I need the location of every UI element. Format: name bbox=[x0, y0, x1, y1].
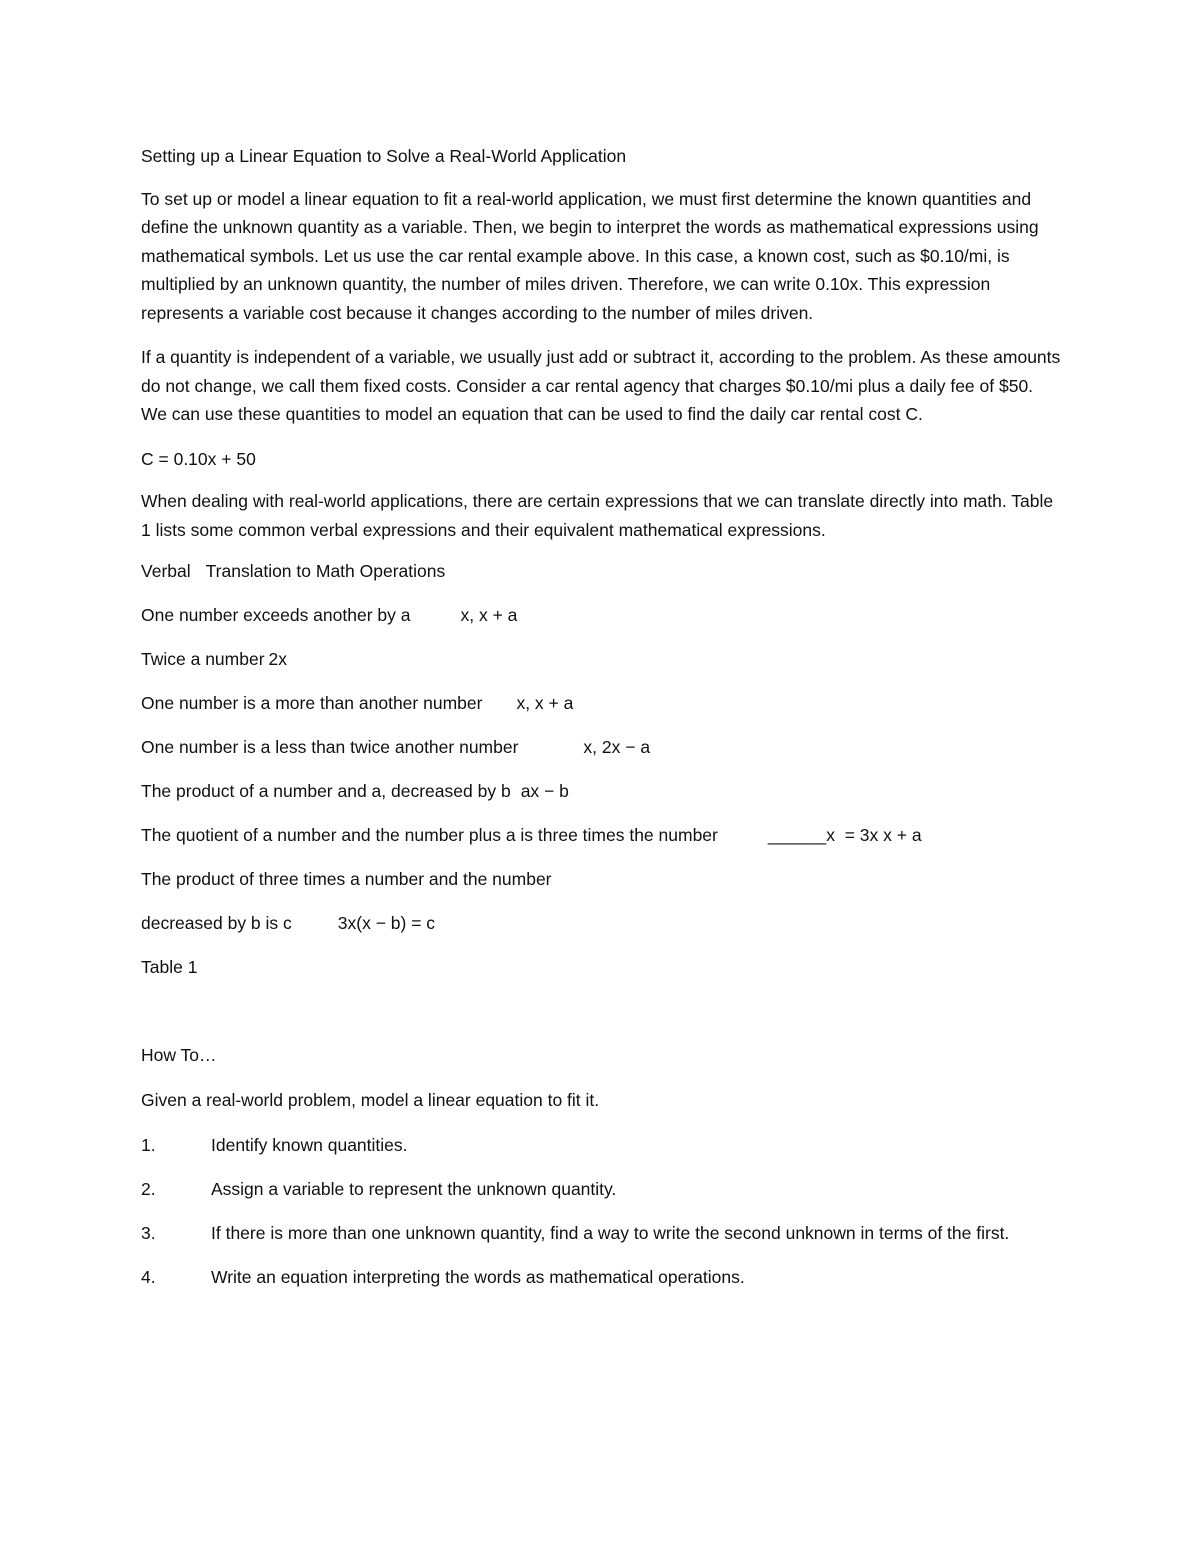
table-cell-math: x, x + a bbox=[516, 693, 574, 713]
table-cell-verbal: One number is a more than another number bbox=[141, 693, 483, 713]
list-item bbox=[141, 1131, 1061, 1159]
table-header-math: Translation to Math Operations bbox=[205, 561, 446, 581]
table-cell-math: ______x = 3x x + a bbox=[767, 825, 922, 845]
list-item-text: If there is more than one unknown quantity, find a way to write the second unknown in terms of the first. bbox=[211, 1222, 1010, 1243]
howto-heading: How To… bbox=[141, 1045, 217, 1065]
list-item-text: Identify known quantities. bbox=[211, 1134, 408, 1155]
list-item-number: 2. bbox=[141, 1178, 156, 1199]
list-item-number: 4. bbox=[141, 1266, 156, 1287]
paragraph-fixed-costs: If a quantity is independent of a variable, we usually just add or subtract it, according to the problem. As these amounts do not change, we call them fixed costs. Consider a car rental agency that charges $0.10/mi plus a daily fee of $50. We can use these quantities to model an equation that can be used to find the daily car rental cost C. bbox=[141, 347, 1061, 424]
table-header-row bbox=[141, 558, 1061, 584]
table-cell-verbal: One number is a less than twice another number bbox=[141, 737, 519, 757]
list-item-number: 3. bbox=[141, 1222, 156, 1243]
list-item-text: Assign a variable to represent the unknown quantity. bbox=[211, 1178, 617, 1199]
table-cell-math: x, 2x − a bbox=[583, 737, 651, 757]
table-row bbox=[141, 646, 1061, 672]
table-row bbox=[141, 778, 1061, 804]
table-caption: Table 1 bbox=[141, 957, 198, 977]
equation-cost: C = 0.10x + 50 bbox=[141, 448, 256, 469]
list-item-number: 1. bbox=[141, 1134, 156, 1155]
table-cell-verbal: The quotient of a number and the number plus a is three times the number bbox=[141, 825, 718, 845]
table-row bbox=[141, 690, 1061, 716]
table-cell-math: ax − b bbox=[520, 781, 569, 801]
howto-intro: Given a real-world problem, model a linear equation to fit it. bbox=[141, 1090, 600, 1110]
table-cell-verbal: decreased by b is c bbox=[141, 913, 292, 933]
table-cell-math: 2x bbox=[268, 649, 288, 669]
table-cell-verbal: Twice a number bbox=[141, 649, 265, 669]
table-row bbox=[141, 910, 1061, 936]
table-cell-verbal: The product of a number and a, decreased by b bbox=[141, 781, 511, 801]
table-row bbox=[141, 734, 1061, 760]
list-item-text: Write an equation interpreting the words as mathematical operations. bbox=[211, 1266, 745, 1287]
paragraph-setup: To set up or model a linear equation to fit a real-world application, we must first determine the known quantities and define the unknown quantity as a variable. Then, we begin to interpret the words as mathematical expressions using mathematical symbols. Let us use the car rental example above. In this case, a known cost, such as $0.10/mi, is multiplied by an unknown quantity, the number of miles driven. Therefore, we can write 0.10x. This expression represents a variable cost because it changes according to the number of miles driven. bbox=[141, 188, 1039, 323]
table-row bbox=[141, 822, 1061, 848]
list-item bbox=[141, 1219, 1061, 1247]
table-cell-math: 3x(x − b) = c bbox=[337, 913, 436, 933]
paragraph-translation: When dealing with real-world applications, there are certain expressions that we can translate directly into math. Table 1 lists some common verbal expressions and their equivalent mathematical expressions. bbox=[141, 491, 1054, 540]
table-cell-verbal: One number exceeds another by a bbox=[141, 605, 411, 625]
list-item bbox=[141, 1263, 1061, 1291]
document-page bbox=[141, 142, 1061, 1307]
table-row bbox=[141, 866, 1061, 892]
document-title: Setting up a Linear Equation to Solve a Real-World Application bbox=[141, 146, 627, 166]
table-row bbox=[141, 602, 1061, 628]
table-cell-verbal: The product of three times a number and the number bbox=[141, 869, 552, 889]
table-cell-math: x, x + a bbox=[460, 605, 518, 625]
table-header-verbal: Verbal bbox=[141, 561, 191, 581]
list-item bbox=[141, 1175, 1061, 1203]
